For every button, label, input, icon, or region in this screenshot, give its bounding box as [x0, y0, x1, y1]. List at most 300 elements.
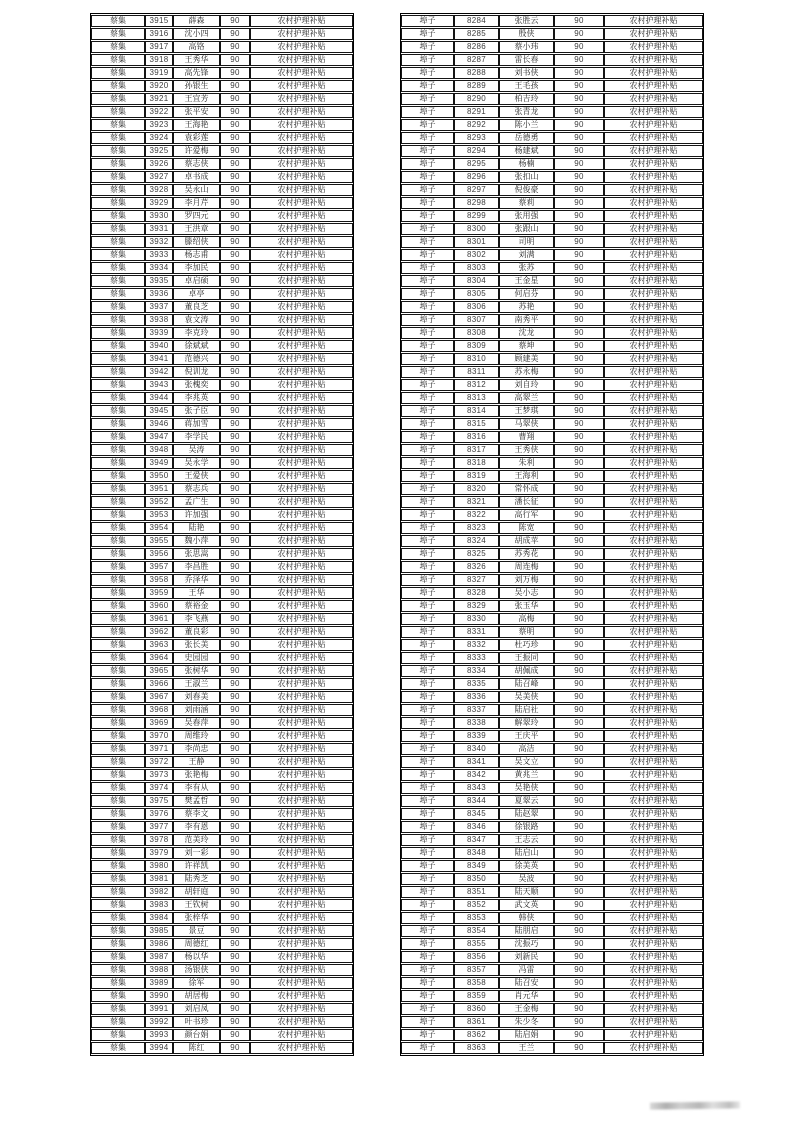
id-cell: 3976: [145, 808, 173, 820]
subsidy-type-cell: 农村护理补贴: [604, 93, 703, 105]
id-cell: 3974: [145, 782, 173, 794]
table-row: [401, 197, 703, 209]
amount-cell: 90: [554, 509, 604, 521]
subsidy-type-cell: 农村护理补贴: [604, 1029, 703, 1041]
subsidy-type-cell: 农村护理补贴: [604, 249, 703, 261]
name-cell: 周维玲: [173, 730, 220, 742]
amount-cell: 90: [220, 561, 250, 573]
town-cell: 埠子: [401, 314, 454, 326]
amount-cell: 90: [220, 470, 250, 482]
town-cell: 埠子: [401, 210, 454, 222]
town-cell: 埠子: [401, 704, 454, 716]
name-cell: 魏小萍: [173, 535, 220, 547]
id-cell: 8310: [454, 353, 499, 365]
id-cell: 8284: [454, 15, 499, 27]
town-cell: 埠子: [401, 496, 454, 508]
town-cell: 蔡集: [91, 847, 145, 859]
subsidy-type-cell: 农村护理补贴: [604, 574, 703, 586]
amount-cell: 90: [554, 912, 604, 924]
subsidy-type-cell: 农村护理补贴: [250, 457, 353, 469]
amount-cell: 90: [220, 821, 250, 833]
town-cell: 蔡集: [91, 639, 145, 651]
town-cell: 埠子: [401, 132, 454, 144]
amount-cell: 90: [220, 665, 250, 677]
name-cell: 肖元华: [499, 990, 554, 1002]
name-cell: 汤银侠: [173, 964, 220, 976]
amount-cell: 90: [220, 392, 250, 404]
id-cell: 3982: [145, 886, 173, 898]
subsidy-type-cell: 农村护理补贴: [250, 223, 353, 235]
table-row: [401, 249, 703, 261]
table-row: [91, 145, 353, 157]
amount-cell: 90: [220, 1042, 250, 1054]
table-row: [401, 236, 703, 248]
name-cell: 李月芹: [173, 197, 220, 209]
table-row: [91, 132, 353, 144]
amount-cell: 90: [220, 587, 250, 599]
subsidy-type-cell: 农村护理补贴: [250, 977, 353, 989]
subsidy-type-cell: 农村护理补贴: [250, 158, 353, 170]
amount-cell: 90: [220, 795, 250, 807]
town-cell: 蔡集: [91, 223, 145, 235]
amount-cell: 90: [554, 405, 604, 417]
id-cell: 3940: [145, 340, 173, 352]
subsidy-type-cell: 农村护理补贴: [250, 704, 353, 716]
subsidy-type-cell: 农村护理补贴: [250, 470, 353, 482]
amount-cell: 90: [554, 80, 604, 92]
amount-cell: 90: [554, 171, 604, 183]
subsidy-type-cell: 农村护理补贴: [250, 184, 353, 196]
table-row: [401, 80, 703, 92]
subsidy-type-cell: 农村护理补贴: [250, 652, 353, 664]
town-cell: 埠子: [401, 171, 454, 183]
town-cell: 蔡集: [91, 717, 145, 729]
amount-cell: 90: [220, 184, 250, 196]
id-cell: 3953: [145, 509, 173, 521]
subsidy-type-cell: 农村护理补贴: [250, 548, 353, 560]
amount-cell: 90: [554, 548, 604, 560]
subsidy-type-cell: 农村护理补贴: [250, 639, 353, 651]
id-cell: 3941: [145, 353, 173, 365]
id-cell: 8325: [454, 548, 499, 560]
subsidy-type-cell: 农村护理补贴: [250, 366, 353, 378]
town-cell: 埠子: [401, 483, 454, 495]
amount-cell: 90: [220, 509, 250, 521]
table-row: [91, 600, 353, 612]
name-cell: 苏艳: [499, 301, 554, 313]
id-cell: 3929: [145, 197, 173, 209]
amount-cell: 90: [554, 704, 604, 716]
name-cell: 司明: [499, 236, 554, 248]
town-cell: 蔡集: [91, 158, 145, 170]
table-row: [91, 509, 353, 521]
amount-cell: 90: [554, 626, 604, 638]
id-cell: 8293: [454, 132, 499, 144]
id-cell: 8328: [454, 587, 499, 599]
subsidy-type-cell: 农村护理补贴: [250, 353, 353, 365]
subsidy-type-cell: 农村护理补贴: [250, 392, 353, 404]
amount-cell: 90: [554, 535, 604, 547]
subsidy-type-cell: 农村护理补贴: [250, 847, 353, 859]
name-cell: 颜台娟: [173, 1029, 220, 1041]
amount-cell: 90: [220, 106, 250, 118]
subsidy-type-cell: 农村护理补贴: [250, 106, 353, 118]
town-cell: 蔡集: [91, 353, 145, 365]
name-cell: 苏永梅: [499, 366, 554, 378]
table-row: [401, 587, 703, 599]
town-cell: 埠子: [401, 301, 454, 313]
subsidy-type-cell: 农村护理补贴: [604, 977, 703, 989]
name-cell: 景豆: [173, 925, 220, 937]
subsidy-type-cell: 农村护理补贴: [604, 340, 703, 352]
id-cell: 3986: [145, 938, 173, 950]
id-cell: 3989: [145, 977, 173, 989]
name-cell: 王梦琪: [499, 405, 554, 417]
name-cell: 高铬: [173, 41, 220, 53]
amount-cell: 90: [220, 197, 250, 209]
id-cell: 3921: [145, 93, 173, 105]
table-row: [401, 262, 703, 274]
subsidy-type-cell: 农村护理补贴: [250, 964, 353, 976]
town-cell: 蔡集: [91, 119, 145, 131]
table-row: [401, 626, 703, 638]
town-cell: 埠子: [401, 249, 454, 261]
table-row: [91, 678, 353, 690]
table-row: [401, 782, 703, 794]
name-cell: 李有恩: [173, 821, 220, 833]
table-row: [401, 171, 703, 183]
town-cell: 蔡集: [91, 652, 145, 664]
town-cell: 蔡集: [91, 41, 145, 53]
name-cell: 顾建美: [499, 353, 554, 365]
table-row: [401, 964, 703, 976]
table-row: [401, 301, 703, 313]
subsidy-type-cell: 农村护理补贴: [604, 132, 703, 144]
amount-cell: 90: [554, 431, 604, 443]
amount-cell: 90: [220, 847, 250, 859]
id-cell: 3919: [145, 67, 173, 79]
table-row: [91, 964, 353, 976]
id-cell: 8327: [454, 574, 499, 586]
town-cell: 蔡集: [91, 808, 145, 820]
subsidy-type-cell: 农村护理补贴: [604, 158, 703, 170]
subsidy-type-cell: 农村护理补贴: [250, 899, 353, 911]
town-cell: 蔡集: [91, 210, 145, 222]
subsidy-type-cell: 农村护理补贴: [250, 275, 353, 287]
town-cell: 埠子: [401, 379, 454, 391]
town-cell: 蔡集: [91, 106, 145, 118]
id-cell: 3918: [145, 54, 173, 66]
subsidy-type-cell: 农村护理补贴: [604, 626, 703, 638]
table-row: [401, 132, 703, 144]
table-row: [91, 730, 353, 742]
amount-cell: 90: [554, 145, 604, 157]
subsidy-type-cell: 农村护理补贴: [250, 119, 353, 131]
table-row: [401, 821, 703, 833]
town-cell: 埠子: [401, 600, 454, 612]
table-row: [91, 665, 353, 677]
subsidy-type-cell: 农村护理补贴: [604, 444, 703, 456]
name-cell: 潘长征: [499, 496, 554, 508]
name-cell: 王洪章: [173, 223, 220, 235]
id-cell: 8315: [454, 418, 499, 430]
town-cell: 埠子: [401, 990, 454, 1002]
town-cell: 埠子: [401, 847, 454, 859]
name-cell: 刘万梅: [499, 574, 554, 586]
town-cell: 埠子: [401, 470, 454, 482]
amount-cell: 90: [554, 353, 604, 365]
amount-cell: 90: [554, 808, 604, 820]
table-row: [91, 41, 353, 53]
amount-cell: 90: [554, 951, 604, 963]
amount-cell: 90: [554, 470, 604, 482]
town-cell: 埠子: [401, 860, 454, 872]
id-cell: 8313: [454, 392, 499, 404]
name-cell: 沈小四: [173, 28, 220, 40]
subsidy-type-cell: 农村护理补贴: [250, 691, 353, 703]
amount-cell: 90: [554, 54, 604, 66]
name-cell: 张长美: [173, 639, 220, 651]
id-cell: 8335: [454, 678, 499, 690]
town-cell: 埠子: [401, 522, 454, 534]
name-cell: 王志云: [499, 834, 554, 846]
town-cell: 蔡集: [91, 457, 145, 469]
id-cell: 8301: [454, 236, 499, 248]
town-cell: 蔡集: [91, 977, 145, 989]
subsidy-type-cell: 农村护理补贴: [604, 587, 703, 599]
subsidy-type-cell: 农村护理补贴: [604, 769, 703, 781]
name-cell: 陆召峰: [499, 678, 554, 690]
name-cell: 高洁: [499, 743, 554, 755]
town-cell: 蔡集: [91, 730, 145, 742]
id-cell: 8354: [454, 925, 499, 937]
table-row: [401, 392, 703, 404]
amount-cell: 90: [554, 366, 604, 378]
amount-cell: 90: [554, 236, 604, 248]
name-cell: 蔡坤: [499, 340, 554, 352]
id-cell: 3971: [145, 743, 173, 755]
name-cell: 孟广生: [173, 496, 220, 508]
subsidy-type-cell: 农村护理补贴: [604, 392, 703, 404]
amount-cell: 90: [554, 600, 604, 612]
amount-cell: 90: [220, 964, 250, 976]
subsidy-type-cell: 农村护理补贴: [250, 509, 353, 521]
subsidy-type-cell: 农村护理补贴: [604, 847, 703, 859]
town-cell: 埠子: [401, 886, 454, 898]
amount-cell: 90: [554, 327, 604, 339]
id-cell: 3977: [145, 821, 173, 833]
name-cell: 高行军: [499, 509, 554, 521]
amount-cell: 90: [220, 249, 250, 261]
id-cell: 3960: [145, 600, 173, 612]
name-cell: 王钦树: [173, 899, 220, 911]
table-row: [401, 808, 703, 820]
town-cell: 埠子: [401, 340, 454, 352]
town-cell: 埠子: [401, 665, 454, 677]
amount-cell: 90: [554, 184, 604, 196]
subsidy-type-cell: 农村护理补贴: [250, 379, 353, 391]
name-cell: 南秀平: [499, 314, 554, 326]
amount-cell: 90: [554, 821, 604, 833]
id-cell: 3970: [145, 730, 173, 742]
id-cell: 3945: [145, 405, 173, 417]
id-cell: 3968: [145, 704, 173, 716]
name-cell: 吴小志: [499, 587, 554, 599]
subsidy-type-cell: 农村护理补贴: [604, 366, 703, 378]
name-cell: 张子臣: [173, 405, 220, 417]
id-cell: 8360: [454, 1003, 499, 1015]
town-cell: 蔡集: [91, 483, 145, 495]
table-row: [401, 561, 703, 573]
amount-cell: 90: [220, 93, 250, 105]
id-cell: 3944: [145, 392, 173, 404]
subsidy-type-cell: 农村护理补贴: [250, 561, 353, 573]
id-cell: 3985: [145, 925, 173, 937]
id-cell: 8316: [454, 431, 499, 443]
subsidy-type-cell: 农村护理补贴: [250, 93, 353, 105]
amount-cell: 90: [220, 483, 250, 495]
subsidy-type-cell: 农村护理补贴: [250, 444, 353, 456]
id-cell: 8336: [454, 691, 499, 703]
name-cell: 何启芬: [499, 288, 554, 300]
id-cell: 8362: [454, 1029, 499, 1041]
table-row: [401, 353, 703, 365]
table-row: [91, 847, 353, 859]
subsidy-type-cell: 农村护理补贴: [250, 301, 353, 313]
town-cell: 埠子: [401, 119, 454, 131]
id-cell: 3934: [145, 262, 173, 274]
amount-cell: 90: [220, 353, 250, 365]
table-row: [91, 912, 353, 924]
subsidy-type-cell: 农村护理补贴: [604, 457, 703, 469]
name-cell: 吴永学: [173, 457, 220, 469]
amount-cell: 90: [554, 769, 604, 781]
amount-cell: 90: [554, 418, 604, 430]
table-row: [401, 977, 703, 989]
town-cell: 蔡集: [91, 262, 145, 274]
subsidy-type-cell: 农村护理补贴: [604, 28, 703, 40]
name-cell: 王金星: [499, 275, 554, 287]
amount-cell: 90: [554, 977, 604, 989]
town-cell: 蔡集: [91, 756, 145, 768]
id-cell: 3937: [145, 301, 173, 313]
name-cell: 马翠侠: [499, 418, 554, 430]
table-row: [401, 223, 703, 235]
town-cell: 蔡集: [91, 899, 145, 911]
id-cell: 3916: [145, 28, 173, 40]
amount-cell: 90: [220, 873, 250, 885]
id-cell: 8355: [454, 938, 499, 950]
amount-cell: 90: [220, 912, 250, 924]
town-cell: 蔡集: [91, 912, 145, 924]
id-cell: 8323: [454, 522, 499, 534]
id-cell: 8287: [454, 54, 499, 66]
name-cell: 杨以华: [173, 951, 220, 963]
id-cell: 3963: [145, 639, 173, 651]
amount-cell: 90: [220, 54, 250, 66]
amount-cell: 90: [554, 834, 604, 846]
name-cell: 朱少冬: [499, 1016, 554, 1028]
name-cell: 陆秀芝: [173, 873, 220, 885]
name-cell: 李学民: [173, 431, 220, 443]
table-row: [401, 184, 703, 196]
name-cell: 刘满: [499, 249, 554, 261]
amount-cell: 90: [554, 275, 604, 287]
town-cell: 蔡集: [91, 392, 145, 404]
table-row: [401, 691, 703, 703]
subsidy-type-cell: 农村护理补贴: [604, 80, 703, 92]
table-row: [401, 496, 703, 508]
id-cell: 3981: [145, 873, 173, 885]
subsidy-type-cell: 农村护理补贴: [604, 470, 703, 482]
subsidy-type-cell: 农村护理补贴: [604, 119, 703, 131]
amount-cell: 90: [220, 262, 250, 274]
id-cell: 8345: [454, 808, 499, 820]
town-cell: 蔡集: [91, 743, 145, 755]
subsidy-type-cell: 农村护理补贴: [604, 951, 703, 963]
subsidy-type-cell: 农村护理补贴: [604, 691, 703, 703]
id-cell: 8334: [454, 665, 499, 677]
table-row: [91, 184, 353, 196]
id-cell: 8332: [454, 639, 499, 651]
amount-cell: 90: [554, 483, 604, 495]
table-row: [401, 509, 703, 521]
town-cell: 埠子: [401, 938, 454, 950]
table-row: [401, 145, 703, 157]
table-row: [91, 366, 353, 378]
subsidy-type-cell: 农村护理补贴: [604, 1003, 703, 1015]
subsidy-type-cell: 农村护理补贴: [250, 951, 353, 963]
name-cell: 韩侠: [499, 912, 554, 924]
amount-cell: 90: [554, 652, 604, 664]
amount-cell: 90: [220, 834, 250, 846]
town-cell: 埠子: [401, 54, 454, 66]
table-row: [401, 522, 703, 534]
table-row: [401, 158, 703, 170]
town-cell: 埠子: [401, 184, 454, 196]
name-cell: 吴艳侠: [499, 782, 554, 794]
subsidy-type-cell: 农村护理补贴: [250, 496, 353, 508]
subsidy-type-cell: 农村护理补贴: [604, 717, 703, 729]
amount-cell: 90: [220, 119, 250, 131]
subsidy-type-cell: 农村护理补贴: [604, 262, 703, 274]
name-cell: 袁文涛: [173, 314, 220, 326]
amount-cell: 90: [220, 925, 250, 937]
town-cell: 蔡集: [91, 561, 145, 573]
id-cell: 8331: [454, 626, 499, 638]
name-cell: 乔泽华: [173, 574, 220, 586]
subsidy-type-cell: 农村护理补贴: [604, 808, 703, 820]
subsidy-type-cell: 农村护理补贴: [250, 665, 353, 677]
id-cell: 8296: [454, 171, 499, 183]
id-cell: 8298: [454, 197, 499, 209]
table-row: [91, 574, 353, 586]
amount-cell: 90: [554, 132, 604, 144]
town-cell: 蔡集: [91, 691, 145, 703]
town-cell: 埠子: [401, 678, 454, 690]
amount-cell: 90: [220, 626, 250, 638]
town-cell: 埠子: [401, 444, 454, 456]
id-cell: 3978: [145, 834, 173, 846]
subsidy-type-cell: 农村护理补贴: [604, 67, 703, 79]
amount-cell: 90: [220, 145, 250, 157]
town-cell: 埠子: [401, 392, 454, 404]
table-row: [401, 847, 703, 859]
town-cell: 蔡集: [91, 886, 145, 898]
name-cell: 蔡明: [499, 626, 554, 638]
table-row: [401, 704, 703, 716]
subsidy-type-cell: 农村护理补贴: [250, 418, 353, 430]
